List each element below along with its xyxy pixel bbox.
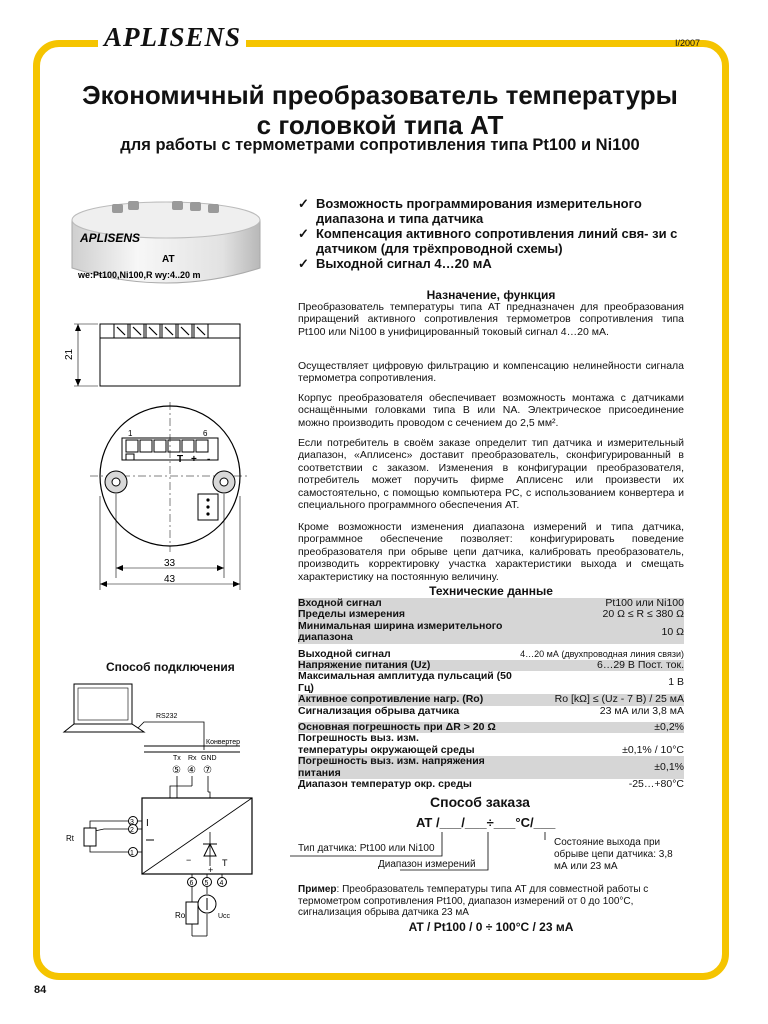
rt-label: Rt <box>66 834 74 843</box>
order-range: Диапазон измерений <box>378 859 476 870</box>
example-order-code: AT / Pt100 / 0 ÷ 100°C / 23 мА <box>408 920 574 934</box>
purpose-heading: Назначение, функция <box>426 288 556 302</box>
feature-item <box>298 196 688 226</box>
pin-b: ④ <box>187 765 196 776</box>
param-label: Основная погрешность при ΔR > 20 Ω <box>298 722 520 733</box>
ucc-label: Ucc <box>218 913 231 920</box>
device-label: we:Pt100,Ni100,R wy:4..20 m <box>78 270 201 280</box>
dim-minus-label: - <box>207 454 211 465</box>
dim-inner-width: 33 <box>164 558 176 569</box>
param-value: 1 В <box>668 676 684 689</box>
tx-label: Tx <box>173 755 181 762</box>
purpose-paragraph-3: Корпус преобразователя обеспечивает возможность монтажа с датчиками оснащёнными головками типа B или NA. Электрическое присоединение можно производить проводом с сечением до 2,5 мм². <box>298 392 684 429</box>
param-label: Диапазон температур окр. среды <box>298 778 472 791</box>
param-value: ±0,1% <box>520 756 684 779</box>
dim-plus-label: + <box>191 454 197 465</box>
check-icon: ✓ <box>298 256 309 271</box>
issue-number: I/2007 <box>674 38 700 48</box>
dim-terminal-first: 1 <box>128 429 133 438</box>
converter-label: Конвертер <box>206 739 241 746</box>
dim-terminal-last: 6 <box>203 429 208 438</box>
example-text: : Преобразователь температуры типа АТ для совместной работы с термометром сопротивления Pt100, диапазон измерений от 0 до 100°C, сигнализация обрыва датчика 23 мА <box>298 884 649 919</box>
order-output-state: Состояние выхода при обрыве цепи датчика: 3,8 мА или 23 мА <box>554 837 673 872</box>
param-label: Входной сигнал <box>298 598 520 609</box>
param-value: 20 Ω ≤ R ≤ 380 Ω <box>520 609 684 620</box>
table-row <box>298 706 684 717</box>
dim-height: 21 <box>64 348 75 360</box>
order-sensor-type: Тип датчика: Pt100 или Ni100 <box>298 843 435 854</box>
rs232-label: RS232 <box>156 713 178 720</box>
feature-item <box>298 226 688 256</box>
feature-text: Выходной сигнал 4…20 мА <box>316 256 492 271</box>
param-label: Погрешность выз. изм. напряжения питания <box>298 756 520 779</box>
example-label: Пример <box>298 884 337 895</box>
out-pin-6: 6 <box>189 880 194 887</box>
device-logo: APLISENS <box>80 231 141 245</box>
table-row <box>298 621 684 644</box>
param-label: Погрешность выз. изм. <box>298 732 419 745</box>
pin-a: ⑤ <box>172 765 181 776</box>
out-pin-5: 5 <box>204 880 209 887</box>
rx-label: Rx <box>188 755 197 762</box>
out-pin-4: 4 <box>219 880 224 887</box>
param-value: 4…20 мА (двухпроводная линия связи) <box>520 648 684 659</box>
pin-1: 1 <box>130 850 134 857</box>
param-label: Минимальная ширина измерительного диапазона <box>298 621 520 644</box>
gnd-label: GND <box>201 755 217 762</box>
ro-label: Ro <box>175 911 186 920</box>
box-minus-label: − <box>186 855 192 865</box>
roman-i-label: I <box>146 818 149 829</box>
param-label: Пределы измерения <box>298 609 520 620</box>
box-t-label: T <box>222 858 228 868</box>
table-row <box>298 779 684 790</box>
check-icon: ✓ <box>298 196 309 211</box>
param-label: Напряжение питания (Uz) <box>298 660 520 671</box>
param-value: ±0,1% / 10°C <box>622 743 684 756</box>
param-value: 6…29 В Пост. ток. <box>520 660 684 671</box>
param-value: -25…+80°C <box>628 778 684 791</box>
dim-t-label: T <box>177 454 184 465</box>
pin-3: 3 <box>130 819 134 826</box>
param-label: температуры окружающей среды <box>298 743 475 756</box>
purpose-paragraph-2: Осуществляет цифровую фильтрацию и компенсацию нелинейности сигнала термометра сопротивления. <box>298 360 684 385</box>
feature-text: Возможность программирования измерительного диапазона и типа датчика <box>316 196 642 226</box>
page-title-line2: с головкой типа АТ <box>256 110 504 140</box>
param-label: Выходной сигнал <box>298 647 391 660</box>
table-row <box>298 756 684 779</box>
page-subtitle: для работы с термометрами сопротивления типа Pt100 и Ni100 <box>120 136 640 154</box>
purpose-paragraph-1: Преобразователь температуры типа АТ предназначен для преобразования приращений активного сопротивления термометров сопротивления типа Pt100 или Ni100 в унифицированный токовый сигнал 4…20 мА. <box>298 301 684 338</box>
param-label: Сигнализация обрыва датчика <box>298 704 460 717</box>
param-value: 10 Ω <box>520 621 684 644</box>
order-heading: Способ заказа <box>430 794 530 810</box>
param-value: 23 мА или 3,8 мА <box>599 704 684 717</box>
connection-diagram <box>60 680 280 942</box>
tech-heading: Технические данные <box>429 584 553 598</box>
brand-logo: APLISENS <box>104 22 242 52</box>
connection-heading: Способ подключения <box>106 660 235 674</box>
feature-text: Компенсация активного сопротивления линий свя- зи с датчиком (для трёхпроводной схемы) <box>316 226 678 256</box>
device-model: AT <box>162 254 175 265</box>
page-number: 84 <box>34 984 47 996</box>
pin-c: ⑦ <box>203 765 212 776</box>
page-title-line1: Экономичный преобразователь температуры <box>82 80 678 110</box>
param-value: Pt100 или Ni100 <box>520 598 684 609</box>
dim-outer-width: 43 <box>164 574 176 585</box>
purpose-paragraph-5: Кроме возможности изменения диапазона измерений и типа датчика, программное обеспечение позволяет: конфигурировать поведение преобразователя при обрыве цепи датчика, калибровать преобразователь, производить корректировку участка характеристики выхода и смещать характеристику на постоянную величину. <box>298 521 684 583</box>
table-row <box>298 694 684 705</box>
feature-list <box>298 196 688 271</box>
param-value: ±0,2% <box>520 722 684 733</box>
feature-item <box>298 256 688 271</box>
check-icon: ✓ <box>298 226 309 241</box>
tech-data-table <box>298 598 684 791</box>
purpose-paragraph-4: Если потребитель в своём заказе определит тип датчика и измерительный диапазон, «Аплисенс» доставит преобразователь, сконфигурированный в соответствии с заказом. Изменения в конфигурации преобразователя, потребитель может поручить фирме Аплисенс или произвести их самостоятельно, с помощью компьютера PC, с использованием конвертера и специального программного обеспечения АТ. <box>298 437 684 512</box>
param-label: Активное сопротивление нагр. (Ro) <box>298 694 520 705</box>
dimension-drawing <box>60 316 260 590</box>
order-example <box>298 884 684 919</box>
pin-2: 2 <box>130 827 134 834</box>
order-code: AT /___/___÷___°C/___ <box>416 815 556 830</box>
box-plus-label: + <box>208 865 214 875</box>
table-row <box>298 671 684 694</box>
device-photo <box>66 190 266 286</box>
param-value: Ro [kΩ] ≤ (Uz - 7 В) / 25 мА <box>520 694 684 705</box>
param-label: Максимальная амплитуда пульсаций (50 Гц) <box>298 670 512 694</box>
